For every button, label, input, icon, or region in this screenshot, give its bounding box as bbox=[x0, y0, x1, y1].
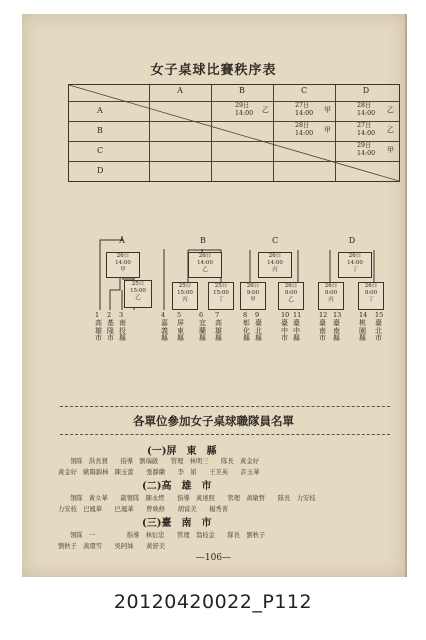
image-caption: 20120420022_P112 bbox=[113, 591, 313, 613]
match-box-a-semi: 25日 15:00 乙 bbox=[124, 280, 152, 308]
match-box-b-semi-right: 25日 15:00 丁 bbox=[208, 282, 234, 310]
match-cell-c-d: 29日 14:00 甲 bbox=[357, 142, 394, 157]
team-name: 基 隆 市 bbox=[107, 319, 114, 343]
team-name: 臺 南 市 bbox=[319, 319, 326, 343]
roster-line: 領隊 黃女華 副領隊 陳永烤 指導 黃達照 管理 黃敏哲 隊長 力安枝 bbox=[70, 495, 316, 502]
team-seed: 12 bbox=[319, 311, 328, 319]
team-seed: 9 bbox=[255, 311, 260, 319]
section-divider bbox=[60, 406, 390, 407]
match-box-d-semi-right: 26日 9:00 丁 bbox=[358, 282, 384, 310]
team-seed: 14 bbox=[359, 311, 368, 319]
team-name: 屏 東 縣 bbox=[177, 319, 184, 343]
team-seed: 13 bbox=[333, 311, 342, 319]
row-header: A bbox=[97, 106, 103, 115]
match-box-b-semi-left: 25日 15:00 丙 bbox=[172, 282, 198, 310]
team-seed: 15 bbox=[375, 311, 384, 319]
section-heading-pingtung: (一)屏 東 縣 bbox=[147, 446, 217, 457]
group-label-b: B bbox=[200, 236, 206, 245]
roster-line: 領隊 洪長賀 指導 劉瑞啟 管理 林明三 隊長 黃金好 bbox=[70, 458, 259, 465]
column-header: B bbox=[239, 86, 245, 95]
match-cell-b-d: 27日 14:00 乙 bbox=[357, 122, 394, 137]
column-header: A bbox=[177, 86, 183, 95]
match-box-c-semi-left: 26日 9:00 甲 bbox=[240, 282, 266, 310]
team-name: 臺 中 市 bbox=[281, 319, 288, 343]
team-name: 臺 北 市 bbox=[375, 319, 382, 343]
match-box-a-final: 26日 14:00 甲 bbox=[106, 252, 140, 278]
match-box-d-final: 26日 14:00 丁 bbox=[338, 252, 372, 278]
team-seed: 1 bbox=[95, 311, 100, 319]
section-heading-tainan: (三)臺 南 市 bbox=[142, 518, 212, 529]
team-seed: 7 bbox=[215, 311, 220, 319]
section-divider bbox=[60, 434, 390, 435]
bracket-area bbox=[22, 14, 405, 394]
team-seed: 5 bbox=[177, 311, 182, 319]
team-seed: 6 bbox=[199, 311, 204, 319]
section-heading-kaohsiung: (二)高 雄 市 bbox=[142, 481, 212, 492]
group-label-c: C bbox=[271, 236, 279, 245]
team-name: 彰 化 縣 bbox=[243, 319, 250, 343]
match-cell-a-c: 27日 14:00 甲 bbox=[295, 102, 331, 117]
team-name: 宜 蘭 縣 bbox=[199, 319, 206, 343]
column-header: C bbox=[300, 86, 308, 95]
page-title: 女子桌球比賽秩序表 bbox=[150, 63, 277, 78]
row-header: B bbox=[97, 126, 103, 135]
group-label-d: D bbox=[348, 236, 356, 245]
team-seed: 4 bbox=[161, 311, 166, 319]
column-header: D bbox=[362, 86, 370, 95]
group-label-a: A bbox=[119, 236, 125, 245]
match-cell-a-b: 29日 14:00 乙 bbox=[235, 102, 269, 117]
team-name: 高 雄 市 bbox=[95, 319, 102, 343]
team-name: 臺 南 縣 bbox=[333, 319, 340, 343]
team-name: 高 雄 縣 bbox=[215, 319, 222, 343]
team-name: 南 投 縣 bbox=[119, 319, 126, 343]
team-name: 桃 園 縣 bbox=[359, 319, 366, 343]
team-seed: 11 bbox=[293, 311, 302, 319]
scanned-page bbox=[22, 14, 407, 577]
match-cell-b-c: 28日 14:00 甲 bbox=[295, 122, 331, 137]
match-box-c-semi-right: 26日 9:00 乙 bbox=[278, 282, 304, 310]
match-box-b-final: 26日 14:00 乙 bbox=[188, 252, 222, 278]
match-cell-a-d: 28日 14:00 乙 bbox=[357, 102, 394, 117]
match-box-c-final: 26日 14:00 丙 bbox=[258, 252, 292, 278]
team-name: 臺 北 縣 bbox=[255, 319, 262, 343]
team-seed: 2 bbox=[107, 311, 112, 319]
roster-line: 力安枝 巴鳳華 巴鳳華 曾映修 胡富美 楊秀菁 bbox=[58, 506, 229, 513]
roster-line: 劉秋子 黃環雪 吳阿妹 黃舒美 bbox=[58, 543, 166, 550]
roster-title: 各單位參加女子桌球職隊員名單 bbox=[133, 414, 294, 428]
row-header: D bbox=[97, 166, 104, 175]
team-seed: 10 bbox=[281, 311, 290, 319]
team-name: 嘉 義 縣 bbox=[161, 319, 168, 343]
team-seed: 3 bbox=[119, 311, 124, 319]
team-name: 臺 中 縣 bbox=[293, 319, 300, 343]
team-seed: 8 bbox=[243, 311, 248, 319]
match-box-d-semi-left: 26日 9:00 丙 bbox=[318, 282, 344, 310]
page-number: —106— bbox=[195, 553, 232, 563]
row-header: C bbox=[97, 146, 104, 155]
roster-line: 黃金好 歐陽錦柿 陳玉蕾 張靜蘭 李 娟 王美英 許玉華 bbox=[58, 469, 260, 476]
roster-line: 領隊 一 指導 林衍忠 管理 翁枝金 隊長 劉秋子 bbox=[70, 532, 266, 539]
